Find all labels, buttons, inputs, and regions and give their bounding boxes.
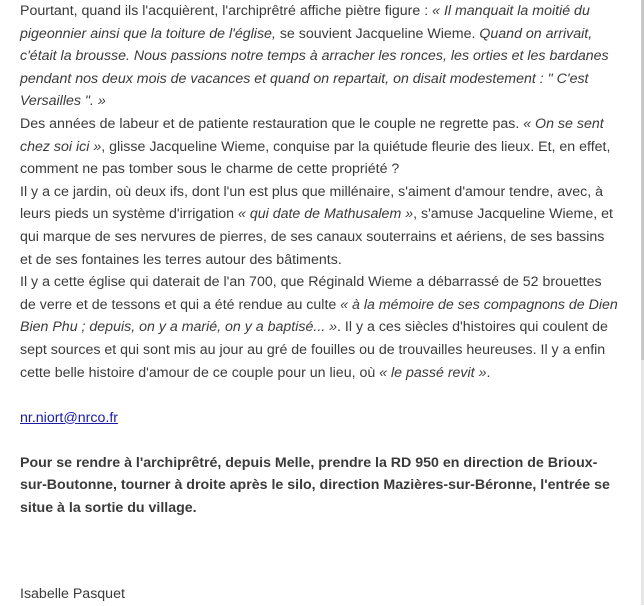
quote: « Il manquait la moitié du pigeonnier ainsi que la toiture de l'église, [20,3,590,42]
article-body [20,0,620,520]
paragraph-acquisition [20,0,620,113]
author-name: Isabelle Pasquet [20,586,125,602]
paragraph-text: , glisse Jacqueline Wieme, conquise par la quiétude fleurie des lieux. Et, en effet, comment ne pas tomber sous le charme de cette propriété ? [20,138,611,178]
spacer [20,384,620,407]
paragraph-text: Pourtant, quand ils l'acquièrent, l'archiprêtré affiche piètre figure : [20,3,433,19]
paragraph-text: . [486,364,491,381]
quote: « qui date de Mathusalem » [238,206,414,223]
paragraph-text: Des années de labeur et de patiente restauration que le couple ne regrette pas. [20,115,524,132]
email-line [20,407,620,430]
paragraph-garden [20,181,620,271]
paragraph-text: Il y a ce jardin, où deux ifs, dont l'un est plus que millénaire, s'aiment d'amour tendre, avec, à leurs pieds un système d'irrigation [20,183,604,223]
spacer [20,429,620,452]
email-link[interactable]: nr.niort@nrco.fr [20,409,118,426]
quote: « le passé revit » [379,364,487,381]
quote: Quand on arrivait, c'était la brousse. Nous passions notre temps à arracher les ronces, les orties et les bardanes pendant nos deux mois de vacances et quand on repartait, on disait modestement : " C'est Versailles ". » [20,25,609,110]
paragraph-text: , s'amuse Jacqueline Wieme, et qui marque de ses nervures de pierres, de ses canaux souterrains et aériens, de ses bassins et de ses fontaines les terres autour des bâtiments. [20,206,613,268]
paragraph-text: se souvient Jacqueline Wieme. [275,25,480,42]
paragraph-text: Il y a cette église qui daterait de l'an 700, que Réginald Wieme a débarrassé de 52 brouettes de verre et de tessons et qui a été rendue au culte [20,274,602,313]
quote: « à la mémoire de ses compagnons de Dien Bien Phu ; depuis, on y a marié, on y a baptisé... » [20,296,618,336]
quote: « On se sent chez soi ici » [20,115,604,155]
directions-paragraph: Pour se rendre à l'archiprêtré, depuis Melle, prendre la RD 950 en direction de Brioux-sur-Boutonne, tourner à droite après le silo, direction Mazières-sur-Béronne, l'entrée se situe à la sortie du village. [20,454,610,517]
paragraph-church [20,271,620,384]
paragraph-restoration [20,113,620,181]
paragraph-text: . Il y a ces siècles d'histoires qui coulent de sept sources et qui sont mis au jour au gré de fouilles ou de trouvailles heureuses. Il y a enfin cette belle histoire d'amour de ce couple pour un lieu, où [20,319,608,381]
